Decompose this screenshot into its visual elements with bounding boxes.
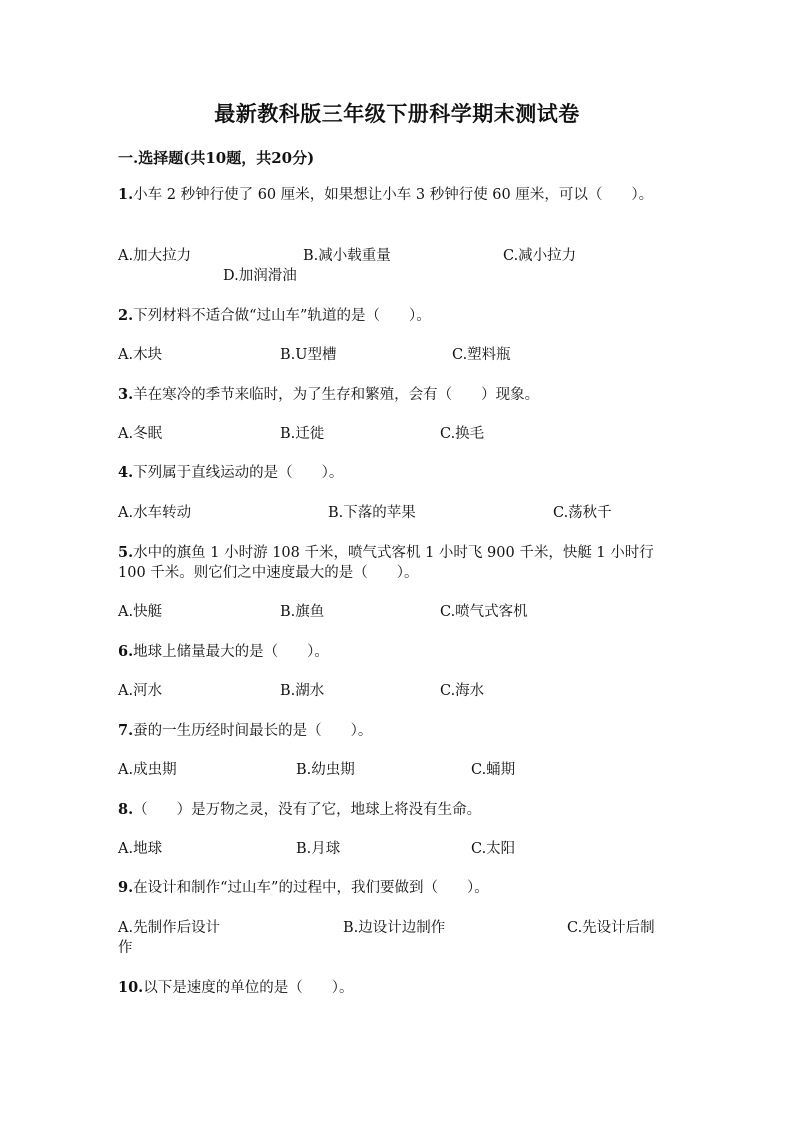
question-number: 7. [118, 722, 134, 739]
question-text: 下列材料不适合做“过山车”轨道的是（ ）。 [133, 308, 431, 324]
question-6 [118, 642, 668, 662]
question-text: 羊在寒冷的季节来临时，为了生存和繁殖，会有（ ）现象。 [133, 387, 540, 403]
question-7 [118, 721, 668, 741]
option-b: B.下落的苹果 [328, 505, 416, 521]
question-5 [118, 543, 668, 583]
option-a: A.加大拉力 [118, 248, 192, 264]
option-a: A.冬眠 [118, 426, 163, 442]
option-a: A.先制作后设计 [118, 920, 221, 936]
page-title: 最新教科版三年级下册科学期末测试卷 [214, 101, 580, 126]
question-text: （ ）是万物之灵，没有了它，地球上将没有生命。 [133, 802, 482, 818]
option-c: C.先设计后制 [567, 920, 655, 936]
section-heading: 一.选择题(共10题，共20分) [118, 149, 315, 167]
question-number: 4. [118, 464, 134, 481]
option-b: B.幼虫期 [296, 762, 355, 778]
option-a: A.地球 [118, 841, 163, 857]
question-9 [118, 878, 668, 898]
option-a: A.成虫期 [118, 762, 177, 778]
option-b: B.迁徙 [280, 426, 325, 442]
question-number: 9. [118, 879, 134, 896]
option-b: B.边设计边制作 [343, 920, 446, 936]
option-a: A.水车转动 [118, 505, 192, 521]
option-b: B.U型槽 [280, 347, 337, 363]
question-3 [118, 385, 668, 405]
question-text: 小车 2 秒钟行使了 60 厘米，如果想让小车 3 秒钟行使 60 厘米，可以（ ）。 [133, 187, 654, 203]
option-c: C.塑料瓶 [452, 347, 511, 363]
question-text: 地球上储量最大的是（ ）。 [133, 644, 329, 660]
option-c: C.换毛 [440, 426, 485, 442]
option-c: C.荡秋千 [553, 505, 612, 521]
option-a: A.快艇 [118, 604, 163, 620]
question-number: 2. [118, 307, 134, 324]
option-a: A.河水 [118, 683, 163, 699]
option-b: B.湖水 [280, 683, 325, 699]
option-c: C.蛹期 [471, 762, 516, 778]
question-text: 水中的旗鱼 1 小时游 108 千米，喷气式客机 1 小时飞 900 千米，快艇 1 小时行 100 千米。则它们之中速度最大的是（ ）。 [118, 545, 654, 581]
question-number: 5. [118, 544, 134, 561]
option-c: C.海水 [440, 683, 485, 699]
option-c-continued: 作 [118, 940, 133, 956]
option-b: B.减小载重量 [303, 248, 391, 264]
option-c: C.减小拉力 [503, 248, 577, 264]
option-b: B.旗鱼 [280, 604, 325, 620]
question-number: 6. [118, 643, 134, 660]
question-text: 以下是速度的单位的是（ ）。 [143, 980, 354, 996]
question-2 [118, 306, 668, 326]
question-10 [118, 978, 668, 998]
option-a: A.木块 [118, 347, 163, 363]
question-1 [118, 185, 668, 205]
option-d: D.加润滑油 [223, 268, 297, 284]
question-number: 3. [118, 386, 134, 403]
question-text: 下列属于直线运动的是（ ）。 [133, 465, 344, 481]
option-c: C.太阳 [471, 841, 516, 857]
question-number: 1. [118, 186, 134, 203]
question-8 [118, 800, 668, 820]
option-b: B.月球 [296, 841, 341, 857]
question-number: 10. [118, 979, 144, 996]
question-text: 蚕的一生历经时间最长的是（ ）。 [133, 723, 373, 739]
option-c: C.喷气式客机 [440, 604, 528, 620]
question-number: 8. [118, 801, 134, 818]
question-4 [118, 463, 668, 483]
question-text: 在设计和制作“过山车”的过程中，我们要做到（ ）。 [133, 880, 489, 896]
